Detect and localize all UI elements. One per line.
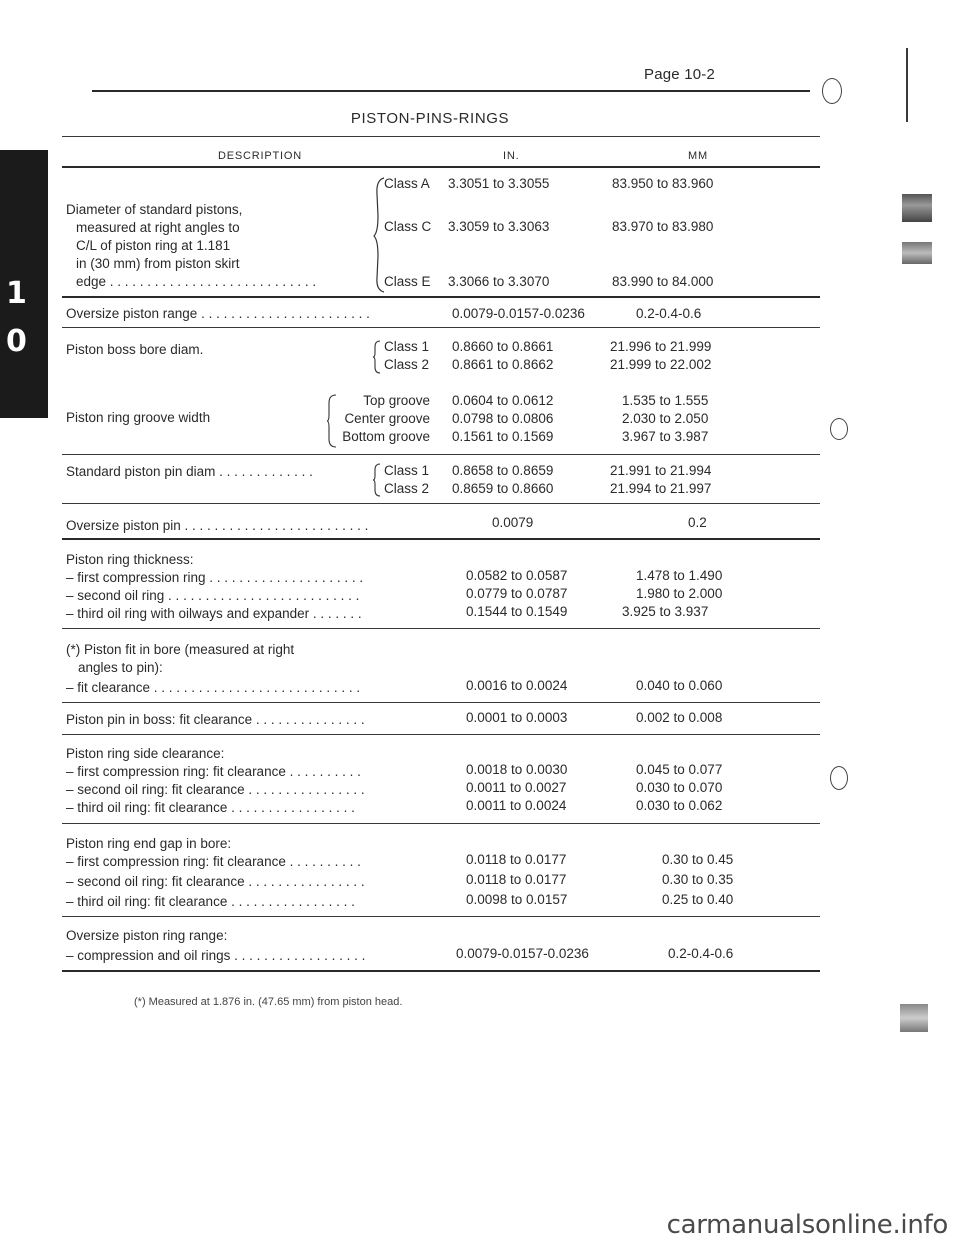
rule-11 [62,970,820,972]
oversize-pin-in: 0.0079 [492,515,534,530]
groove-bottom-in: 0.1561 to 0.1569 [452,429,554,444]
end-gap-third-in: 0.0098 to 0.0157 [466,892,568,907]
boss-bore-label: Piston boss bore diam. [66,342,204,357]
diameter-class-e: Class E [384,274,431,289]
groove-top-mm: 1.535 to 1.555 [622,393,709,408]
boss-bore-class-1-in: 0.8660 to 0.8661 [452,339,554,354]
side-clearance-second-label: – second oil ring: fit clearance . . . . . . . . . . . . . . . . [66,782,365,797]
boss-bore-class-1: Class 1 [384,339,430,354]
rule-4 [62,503,820,504]
pin-diam-brace [372,462,382,498]
end-gap-second-mm: 0.30 to 0.35 [662,872,734,887]
diameter-class-c: Class C [384,219,432,234]
scan-artifact-mark [902,242,932,264]
ring-thickness-first-mm: 1.478 to 1.490 [636,568,723,583]
side-clearance-third-in: 0.0011 to 0.0024 [466,798,567,813]
end-gap-second-label: – second oil ring: fit clearance . . . . . . . . . . . . . . . . [66,874,365,889]
boss-bore-class-2-mm: 21.999 to 22.002 [610,357,712,372]
end-gap-third-mm: 0.25 to 0.40 [662,892,734,907]
side-clearance-third-mm: 0.030 to 0.062 [636,798,723,813]
ring-thickness-label: Piston ring thickness: [66,552,194,567]
side-clearance-second-mm: 0.030 to 0.070 [636,780,723,795]
pin-diam-class-1: Class 1 [384,463,430,478]
groove-center: Center groove [344,411,430,426]
rule-2 [62,327,820,328]
binder-hole-icon [830,418,848,440]
diameter-class-a-in: 3.3051 to 3.3055 [448,176,550,191]
diameter-label-line-4: in (30 mm) from piston skirt [76,256,240,271]
fit-in-bore-label-line-1: (*) Piston fit in bore (measured at right [66,642,295,657]
end-gap-third-label: – third oil ring: fit clearance . . . . . . . . . . . . . . . . . [66,894,355,909]
end-gap-first-in: 0.0118 to 0.0177 [466,852,567,867]
diameter-class-c-in: 3.3059 to 3.3063 [448,219,550,234]
oversize-range-in: 0.0079-0.0157-0.0236 [452,306,585,321]
side-clearance-first-in: 0.0018 to 0.0030 [466,762,568,777]
diameter-label-line-1: Diameter of standard pistons, [66,202,243,217]
boss-bore-class-1-mm: 21.996 to 21.999 [610,339,712,354]
rule-6 [62,628,820,629]
rule-10 [62,916,820,917]
oversize-pin-mm: 0.2 [688,515,707,530]
rule-5 [62,538,820,540]
fit-clearance-label: – fit clearance . . . . . . . . . . . . . . . . . . . . . . . . . . . . [66,680,361,695]
pin-diam-class-1-in: 0.8658 to 0.8659 [452,463,554,478]
column-header-mm: MM [688,150,708,162]
page-title-text: PISTON-PINS-RINGS [350,110,510,127]
diameter-class-c-mm: 83.970 to 83.980 [612,219,714,234]
side-clearance-label: Piston ring side clearance: [66,746,225,761]
column-header-description: DESCRIPTION [218,150,302,162]
ring-thickness-second-in: 0.0779 to 0.0787 [466,586,568,601]
groove-center-mm: 2.030 to 2.050 [622,411,709,426]
boss-bore-class-2-in: 0.8661 to 0.8662 [452,357,554,372]
oversize-ring-in: 0.0079-0.0157-0.0236 [456,946,589,961]
fit-clearance-in: 0.0016 to 0.0024 [466,678,568,693]
pin-diam-class-2-in: 0.8659 to 0.8660 [452,481,554,496]
section-tab [0,150,48,418]
title-rule [62,136,820,137]
watermark: carmanualsonline.info [666,1210,948,1240]
diameter-class-a: Class A [384,176,430,191]
diameter-label-line-2: measured at right angles to [76,220,240,235]
end-gap-label: Piston ring end gap in bore: [66,836,232,851]
groove-bottom: Bottom groove [342,429,430,444]
ring-thickness-first-label: – first compression ring . . . . . . . . . . . . . . . . . . . . . [66,570,364,585]
pin-in-boss-label: Piston pin in boss: fit clearance . . . . . . . . . . . . . . . [66,712,365,727]
diameter-class-a-mm: 83.950 to 83.960 [612,176,714,191]
rule-1 [62,296,820,298]
pin-diam-class-1-mm: 21.991 to 21.994 [610,463,712,478]
fit-clearance-mm: 0.040 to 0.060 [636,678,723,693]
oversize-range-mm: 0.2-0.4-0.6 [636,306,702,321]
rule-8 [62,734,820,735]
pin-diam-label: Standard piston pin diam . . . . . . . . . . . . . [66,464,313,479]
footnote: (*) Measured at 1.876 in. (47.65 mm) from piston head. [134,996,403,1008]
boss-bore-class-2: Class 2 [384,357,430,372]
oversize-ring-label: Oversize piston ring range: [66,928,228,943]
fit-in-bore-label-line-2: angles to pin): [78,660,163,675]
groove-top: Top groove [363,393,430,408]
diameter-label-line-5: edge . . . . . . . . . . . . . . . . . . . . . . . . . . . . [76,274,317,289]
ring-thickness-first-in: 0.0582 to 0.0587 [466,568,568,583]
binder-hole-icon [822,78,842,104]
groove-width-label: Piston ring groove width [66,410,211,425]
ring-thickness-third-mm: 3.925 to 3.937 [622,604,709,619]
diameter-label-line-3: C/L of piston ring at 1.181 [76,238,231,253]
oversize-pin-label: Oversize piston pin . . . . . . . . . . . . . . . . . . . . . . . . . [66,518,369,533]
end-gap-first-mm: 0.30 to 0.45 [662,852,734,867]
column-header-in: IN. [503,150,520,162]
page-title [0,110,960,127]
column-header-rule [62,166,820,168]
end-gap-second-in: 0.0118 to 0.0177 [466,872,567,887]
scan-artifact-mark [902,194,932,222]
pin-in-boss-mm: 0.002 to 0.008 [636,710,723,725]
diameter-class-e-in: 3.3066 to 3.3070 [448,274,550,289]
side-clearance-third-label: – third oil ring: fit clearance . . . . . . . . . . . . . . . . . [66,800,355,815]
page-number: Page 10-2 [644,66,716,83]
groove-bottom-mm: 3.967 to 3.987 [622,429,709,444]
header-rule [92,90,810,92]
side-clearance-first-label: – first compression ring: fit clearance . . . . . . . . . . [66,764,361,779]
rule-9 [62,823,820,824]
section-tab-digit-1: 1 [6,276,27,311]
ring-thickness-third-in: 0.1544 to 0.1549 [466,604,568,619]
rule-3 [62,454,820,455]
section-tab-digit-2: 0 [6,324,27,359]
oversize-ring-mm: 0.2-0.4-0.6 [668,946,734,961]
binder-hole-icon [830,766,848,790]
pin-diam-class-2: Class 2 [384,481,430,496]
ring-thickness-second-label: – second oil ring . . . . . . . . . . . . . . . . . . . . . . . . . . [66,588,360,603]
oversize-ring-row-label: – compression and oil rings . . . . . . . . . . . . . . . . . . [66,948,366,963]
scan-edge-line [906,48,908,122]
end-gap-first-label: – first compression ring: fit clearance . . . . . . . . . . [66,854,361,869]
pin-diam-class-2-mm: 21.994 to 21.997 [610,481,712,496]
side-clearance-first-mm: 0.045 to 0.077 [636,762,723,777]
diameter-class-e-mm: 83.990 to 84.000 [612,274,714,289]
ring-thickness-second-mm: 1.980 to 2.000 [636,586,723,601]
oversize-range-label: Oversize piston range . . . . . . . . . . . . . . . . . . . . . . . [66,306,370,321]
side-clearance-second-in: 0.0011 to 0.0027 [466,780,567,795]
rule-7 [62,702,820,703]
pin-in-boss-in: 0.0001 to 0.0003 [466,710,568,725]
scan-artifact-mark [900,1004,928,1032]
groove-top-in: 0.0604 to 0.0612 [452,393,554,408]
ring-thickness-third-label: – third oil ring with oilways and expander . . . . . . . [66,606,362,621]
groove-center-in: 0.0798 to 0.0806 [452,411,554,426]
boss-bore-brace [372,339,382,375]
